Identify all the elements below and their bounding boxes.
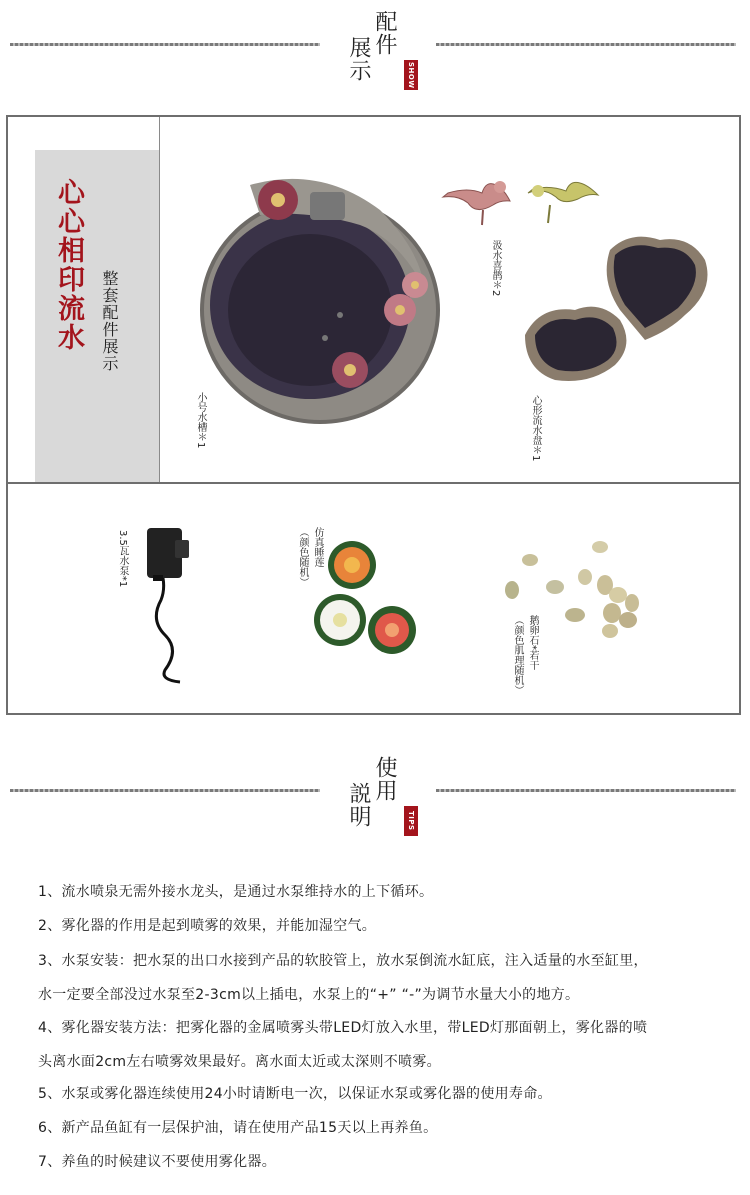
heart-basin-image — [520, 230, 720, 390]
header-divider-left — [10, 43, 320, 46]
birds-label: 汲水喜鹊＊2 — [490, 240, 501, 297]
lotus-note: （颜色随机） — [297, 527, 308, 587]
lotus-label: 仿真睡莲 — [312, 527, 323, 567]
tip-line: 5、水泵或雾化器连续使用24小时请断电一次，以保证水泵或雾化器的使用寿命。 — [38, 1086, 552, 1102]
basin-label: 小号水槽＊1 — [195, 392, 206, 449]
tip-line: 3、水泵安装：把水泵的出口水接到产品的软胶管上，放水泵倒流水缸底，注入适量的水至缸里， — [38, 953, 648, 969]
section-title-line1: 配件 — [372, 10, 397, 56]
pump-label: 3.5瓦水泵*1 — [117, 530, 128, 588]
header-divider-right — [436, 43, 736, 46]
basin-image — [190, 170, 455, 435]
tips-tag: TIPS — [404, 806, 418, 836]
section-title-line2: 展示 — [346, 36, 371, 82]
product-name: 心心相印流水 — [53, 178, 84, 352]
lotus-image — [312, 540, 422, 660]
stones-note: （颜色肌理随机） — [512, 615, 523, 695]
tip-line: 2、雾化器的作用是起到喷雾的效果，并能加湿空气。 — [38, 918, 377, 934]
frame-divider-vertical — [159, 117, 160, 482]
show-tag: SHOW — [404, 60, 418, 90]
stones-label: 鹅卵石*若干 — [527, 615, 538, 670]
tip-line: 头离水面2cm左右喷雾效果最好。离水面太近或太深则不喷雾。 — [38, 1054, 441, 1070]
tip-line: 1、流水喷泉无需外接水龙头，是通过水泵维持水的上下循环。 — [38, 884, 434, 900]
tip-line: 7、养鱼的时候建议不要使用雾化器。 — [38, 1154, 277, 1170]
frame-divider-horizontal — [7, 482, 740, 484]
tip-line: 4、雾化器安装方法：把雾化器的金属喷雾头带LED灯放入水里，带LED灯那面朝上，雾化器的喷 — [38, 1020, 648, 1036]
tip-line: 6、新产品鱼缸有一层保护油，请在使用产品15天以上再养鱼。 — [38, 1120, 438, 1136]
pump-image — [135, 520, 205, 685]
tips-divider-right — [436, 789, 736, 792]
tips-title-line1: 使用 — [372, 756, 397, 802]
tip-line: 水一定要全部没过水泵至2-3cm以上插电，水泵上的“+” “-”为调节水量大小的地方。 — [38, 987, 580, 1003]
tips-title-line2: 説明 — [346, 782, 371, 828]
birds-image — [438, 175, 603, 235]
tips-divider-left — [10, 789, 320, 792]
heart-basin-label: 心形流水盘＊1 — [530, 395, 541, 462]
product-subtitle: 整套配件展示 — [100, 270, 119, 372]
